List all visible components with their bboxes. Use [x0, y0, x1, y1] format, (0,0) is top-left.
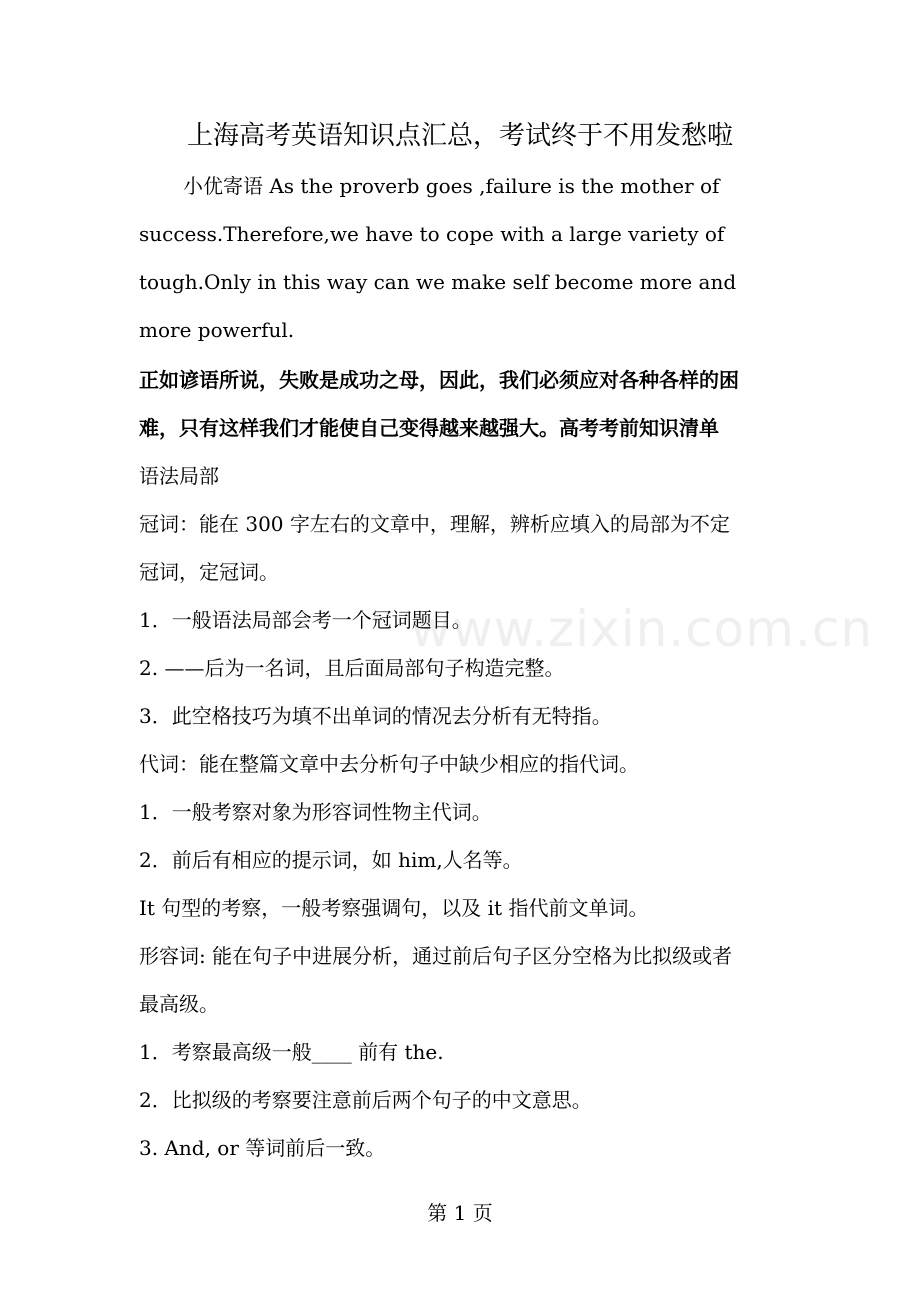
list-item: 2．前后有相应的提示词，如 him,人名等。 [139, 848, 523, 872]
intro-line: tough.Only in this way can we make self become more and [139, 270, 737, 294]
adjective-heading-line: 形容词: 能在句子中进展分析，通过前后句子区分空格为比拟级或者 [139, 944, 733, 968]
translation-line: 难，只有这样我们才能使自己变得越来越强大。高考考前知识清单 [139, 416, 719, 440]
translation-paragraph [139, 356, 799, 500]
document-title: 上海高考英语知识点汇总，考试终于不用发愁啦 [186, 121, 733, 151]
translation-line: 正如谚语所说，失败是成功之母，因此，我们必须应对各种各样的困 [139, 368, 739, 392]
list-item: 1．一般语法局部会考一个冠词题目。 [139, 608, 472, 632]
adjective-heading-line: 最高级。 [139, 992, 219, 1016]
pronoun-heading-line: 代词：能在整篇文章中去分析句子中缺少相应的指代词。 [139, 752, 639, 776]
list-item: 2. ——后为一名词，且后面局部句子构造完整。 [139, 656, 565, 680]
list-item: 3. And, or 等词前后一致。 [139, 1136, 386, 1160]
section-heading: 语法局部 [139, 464, 219, 488]
list-item: 1．考察最高级一般____ 前有 the. [139, 1040, 444, 1064]
article-heading-line: 冠词：能在 300 字左右的文章中，理解，辨析应填入的局部为不定 [139, 512, 730, 536]
watermark: www.zixin.com.cn [410, 600, 874, 658]
intro-line: more powerful. [139, 318, 295, 342]
intro-paragraph [139, 162, 799, 354]
list-item: It 句型的考察，一般考察强调句，以及 it 指代前文单词。 [139, 896, 649, 920]
page-number: 第 1 页 [427, 1201, 493, 1225]
article-heading-line: 冠词，定冠词。 [139, 560, 279, 584]
list-item: 2．比拟级的考察要注意前后两个句子的中文意思。 [139, 1088, 592, 1112]
list-item: 1．一般考察对象为形容词性物主代词。 [139, 800, 492, 824]
grammar-notes [139, 500, 799, 1172]
intro-line: 小优寄语 As the proverb goes ,failure is the mother of [183, 174, 720, 198]
list-item: 3．此空格技巧为填不出单词的情况去分析有无特指。 [139, 704, 612, 728]
intro-line: success.Therefore,we have to cope with a large variety of [139, 222, 725, 246]
